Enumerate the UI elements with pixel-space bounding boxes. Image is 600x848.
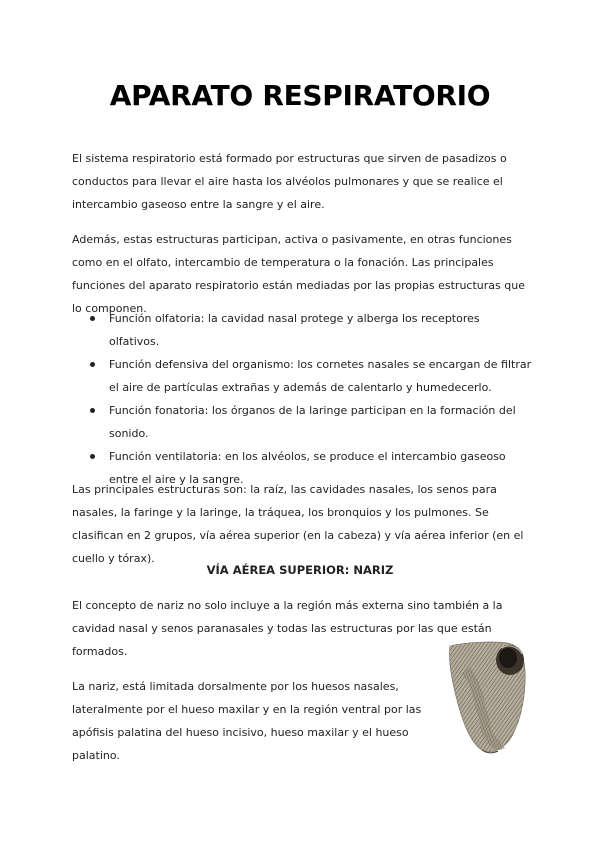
list-item bbox=[88, 399, 532, 445]
list-item-text: Función olfatoria: la cavidad nasal protege y alberga los receptores olfativos. bbox=[109, 312, 480, 348]
animal-nose-illustration-icon bbox=[446, 640, 526, 756]
bullet-icon bbox=[90, 454, 95, 459]
list-item-text: Función defensiva del organismo: los cornetes nasales se encargan de filtrar el aire de partículas extrañas y además de calentarlo y humedecerlo. bbox=[109, 358, 532, 394]
bullet-icon bbox=[90, 316, 95, 321]
intro-paragraph: El sistema respiratorio está formado por estructuras que sirven de pasadizos o conductos para llevar el aire hasta los alvéolos pulmonares y que se realice el intercambio gaseoso entre la sangre y el aire. bbox=[72, 152, 507, 211]
section-heading: VÍA AÉREA SUPERIOR: NARIZ bbox=[206, 563, 394, 577]
bullet-icon bbox=[90, 408, 95, 413]
nose-limits-paragraph: La nariz, está limitada dorsalmente por los huesos nasales, lateralmente por el hueso maxilar y en la región ventral por las apófisis palatina del hueso incisivo, hueso maxilar y el hueso palatino. bbox=[72, 680, 422, 762]
list-item bbox=[88, 353, 532, 399]
list-item-text: Función ventilatoria: en los alvéolos, se produce el intercambio gaseoso entre el aire y la sangre. bbox=[109, 450, 506, 486]
functions-list bbox=[88, 307, 532, 491]
page-title: APARATO RESPIRATORIO bbox=[109, 79, 491, 112]
nose-concept-paragraph: El concepto de nariz no solo incluye a la región más externa sino también a la cavidad nasal y senos paranasales y todas las estructuras por las que están formados. bbox=[72, 599, 503, 658]
functions-intro-paragraph: Además, estas estructuras participan, activa o pasivamente, en otras funciones como en el olfato, intercambio de temperatura o la fonación. Las principales funciones del aparato respiratorio están mediadas por las propias estructuras que lo componen. bbox=[72, 233, 525, 315]
structures-paragraph: Las principales estructuras son: la raíz, las cavidades nasales, los senos para nasales, la faringe y la laringe, la tráquea, los bronquios y los pulmones. Se clasifican en 2 grupos, vía aérea superior (en la cabeza) y vía aérea inferior (en el cuello y tórax). bbox=[72, 483, 524, 565]
list-item-text: Función fonatoria: los órganos de la laringe participan en la formación del sonido. bbox=[109, 404, 516, 440]
bullet-icon bbox=[90, 362, 95, 367]
list-item bbox=[88, 307, 532, 353]
